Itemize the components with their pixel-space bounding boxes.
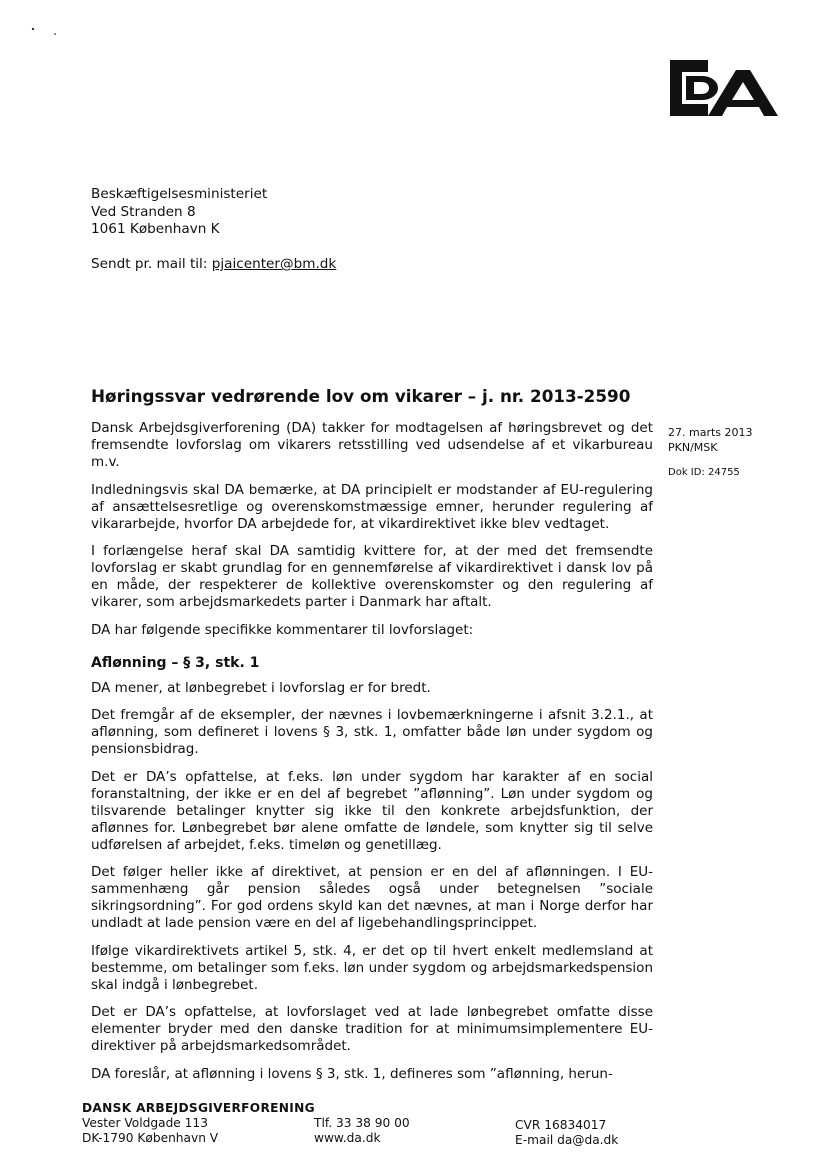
paragraph: Det følger heller ikke af direktivet, at pension er en del af aflønningen. I EU-sammenhæng går pension således også under betegnelsen ”sociale sikringsordning”. For god ordens skyld kan det nævnes, at man i Norge derfor har undladt at lade pension være en del af ligebehandlingsprincippet. [91,864,653,931]
paragraph: DA har følgende specifikke kommentarer til lovforslaget: [91,621,474,638]
da-logo [668,58,780,118]
letter-body [91,420,653,1093]
paragraph: Indledningsvis skal DA bemærke, at DA principielt er modstander af EU-regulering af ansættelsesretlige og overenskomstmæssige emner, herunder regulering af vikararbejde, hvorfor DA arbejdede for, at vikardirektivet ikke blev vedtaget. [91,481,653,532]
letter-reference: PKN/MSK [668,441,718,454]
paragraph: Det fremgår af de eksempler, der nævnes i lovbemærkningerne i afsnit 3.2.1., at aflønning, som defineret i lovens § 3, stk. 1, omfatter både løn under sygdom og pensionsbidrag. [91,707,653,757]
footer-city: DK-1790 København V [82,1131,219,1145]
footer-website[interactable]: www.da.dk [314,1131,381,1145]
letter-date: 27. marts 2013 [668,426,753,439]
recipient-line: 1061 København K [91,221,220,237]
footer-company [515,1118,618,1148]
letter-title: Høringssvar vedrørende lov om vikarer – j. nr. 2013-2590 [91,386,631,406]
footer-contact [314,1116,410,1146]
footer-email[interactable]: E-mail da@da.dk [515,1133,619,1147]
sent-by-line [91,256,336,272]
paragraph: I forlængelse heraf skal DA samtidig kvittere for, at der med det fremsendte lovforslag er skabt grundlag for en gennemførelse af vikardirektivet i dansk lov på en måde, der respekterer de kollektive overenskomster og den regulering af vikarer, som arbejdsmarkedets parter i Danmark har aftalt. [91,543,653,610]
recipient-line: Beskæftigelsesministeriet [91,186,268,202]
sent-by-label: Sendt pr. mail til: [91,256,212,272]
footer-phone: Tlf. 33 38 90 00 [314,1116,410,1130]
letter-metadata [668,425,753,480]
footer-cvr: CVR 16834017 [515,1118,607,1132]
recipient-email-link[interactable]: pjaicenter@bm.dk [211,256,337,272]
footer-street: Vester Voldgade 113 [82,1116,208,1130]
footer-address [82,1116,218,1146]
scan-speck [30,25,60,37]
paragraph: Det er DA’s opfattelse, at f.eks. løn under sygdom har karakter af en social foranstaltning, der ikke er en del af begrebet ”aflønning”. Løn under sygdom og tilsvarende betalinger knytter sig ikke til den konkrete arbejdsfunktion, der aflønnes for. Lønbegrebet bør alene omfatte de løndele, som knytter sig til selve udførelsen af arbejdet, f.eks. timeløn og genetillæg. [91,768,653,853]
paragraph: Dansk Arbejdsgiverforening (DA) takker for modtagelsen af høringsbrevet og det fremsendte lovforslag om vikarers retsstilling ved udsendelse af et vikarbureau m.v. [91,420,653,470]
document-id: Dok ID: 24755 [668,467,740,478]
section-heading: Aflønning – § 3, stk. 1 [91,654,260,671]
paragraph: DA foreslår, at aflønning i lovens § 3, stk. 1, defineres som ”aflønning, herun- [91,1065,613,1082]
paragraph: Det er DA’s opfattelse, at lovforslaget ved at lade lønbegrebet omfatte disse elementer bryder med den danske tradition for at minimumsimplementere EU-direktiver på arbejdsmarkedsområdet. [91,1004,653,1054]
letter-footer [82,1101,642,1147]
paragraph: Ifølge vikardirektivets artikel 5, stk. 4, er det op til hvert enkelt medlemsland at bestemme, om betalinger som f.eks. løn under sygdom og arbejdsmarkedspension skal indgå i lønbegrebet. [91,942,653,993]
recipient-line: Ved Stranden 8 [91,203,196,220]
recipient-address [91,186,267,239]
footer-organization: DANSK ARBEJDSGIVERFORENING [82,1101,315,1115]
paragraph: DA mener, at lønbegrebet i lovforslag er for bredt. [91,679,431,696]
